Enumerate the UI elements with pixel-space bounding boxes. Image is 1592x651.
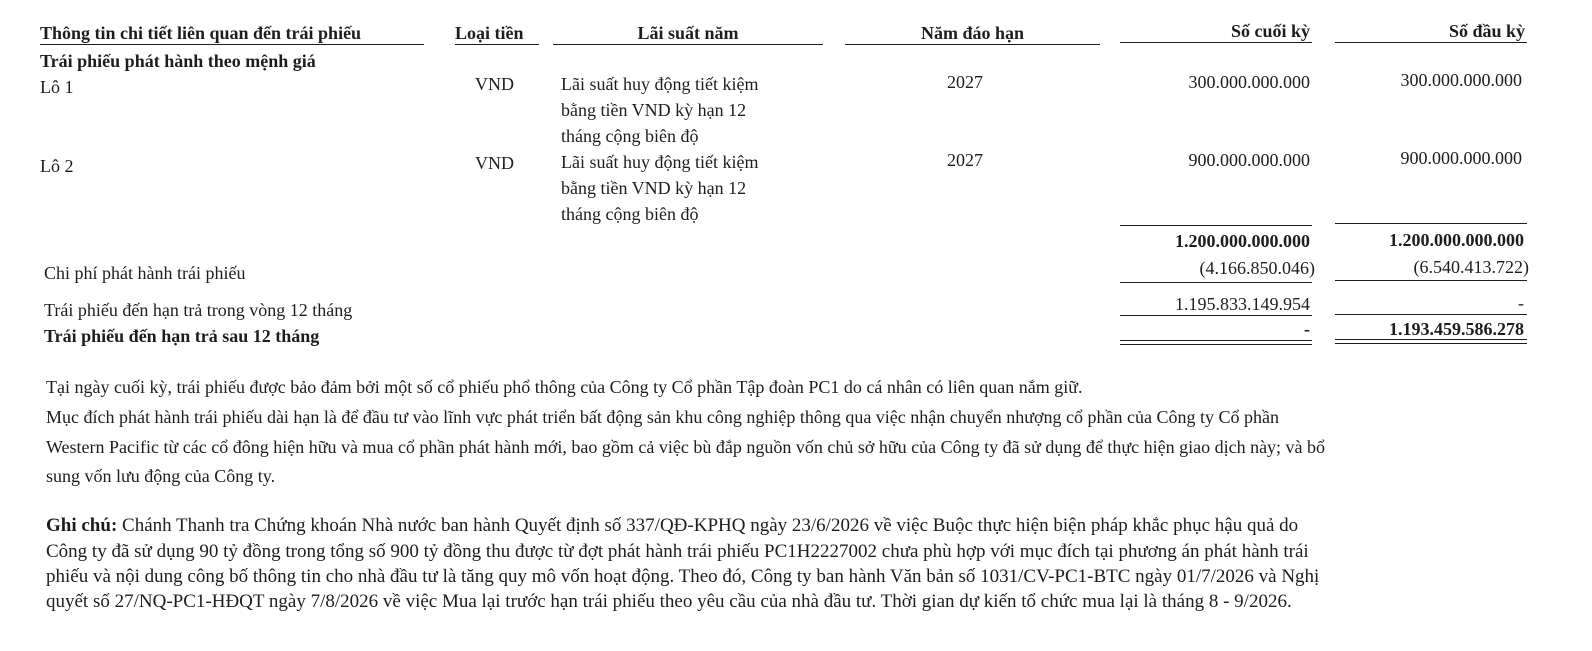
- row-rate-line: tháng cộng biên độ: [561, 204, 699, 224]
- row-currency: VND: [475, 153, 514, 173]
- total-double-rule: [1335, 339, 1527, 344]
- row-maturity: 2027: [947, 72, 983, 92]
- issue-cost-rule: [1335, 280, 1527, 281]
- header-rate: Lãi suất năm: [637, 23, 739, 43]
- due-after-label: Trái phiếu đến hạn trả sau 12 tháng: [44, 326, 320, 346]
- issue-cost-begin: (6.540.413.722): [1413, 257, 1529, 277]
- subtotal-rule: [1120, 225, 1312, 226]
- issue-cost-rule: [1120, 282, 1312, 283]
- row-label: Lô 2: [40, 156, 74, 176]
- note-line: Công ty đã sử dụng 90 tỷ đồng trong tổng số 900 tỷ đồng thu được từ đợt phát hành trái phiếu PC1H2227002 chưa phù hợp với mục đích tại phương án phát hành trái: [46, 541, 1309, 562]
- row-rate-line: bằng tiền VND kỳ hạn 12: [561, 100, 747, 120]
- subtotal-rule: [1335, 223, 1527, 224]
- row-rate-line: Lãi suất huy động tiết kiệm: [561, 74, 759, 94]
- header-maturity: Năm đáo hạn: [920, 23, 1025, 43]
- section-title: Trái phiếu phát hành theo mệnh giá: [40, 51, 316, 71]
- header-underline: [1335, 42, 1527, 43]
- header-underline: [845, 44, 1100, 45]
- note-label: Ghi chú:: [46, 515, 118, 536]
- header-begin: Số đầu kỳ: [1448, 21, 1525, 41]
- due-after-rule: [1335, 314, 1527, 315]
- due-within-begin: -: [1518, 293, 1524, 313]
- total-double-rule: [1120, 340, 1312, 345]
- subtotal-end: 1.200.000.000.000: [1175, 231, 1310, 251]
- paragraph-purpose-line: Mục đích phát hành trái phiếu dài hạn là để đầu tư vào lĩnh vực phát triển bất động sản khu công nghiệp thông qua việc nhận chuyển nhượng cổ phần của Công ty Cổ phần: [46, 407, 1279, 427]
- header-underline: [553, 44, 823, 45]
- paragraph-purpose-line: Western Pacific từ các cổ đông hiện hữu và mua cổ phần phát hành mới, bao gồm cả việc bù đắp nguồn vốn chủ sở hữu của Công ty đã sử dụng để thực hiện giao dịch này; và bổ: [46, 437, 1326, 457]
- due-within-end: 1.195.833.149.954: [1175, 294, 1310, 314]
- header-underline: [1120, 42, 1312, 43]
- paragraph-purpose-line: sung vốn lưu động của Công ty.: [46, 466, 276, 486]
- row-rate-line: bằng tiền VND kỳ hạn 12: [561, 178, 747, 198]
- row-rate-line: Lãi suất huy động tiết kiệm: [561, 152, 759, 172]
- note-text: Chánh Thanh tra Chứng khoán Nhà nước ban hành Quyết định số 337/QĐ-KPHQ ngày 23/6/2026 về việc Buộc thực hiện biện pháp khắc phục hậu quả do: [117, 515, 1299, 536]
- header-underline: [455, 44, 539, 45]
- header-details: Thông tin chi tiết liên quan đến trái phiếu: [40, 23, 362, 43]
- due-within-label: Trái phiếu đến hạn trả trong vòng 12 tháng: [44, 300, 353, 320]
- note-first-line: [46, 515, 1298, 537]
- row-label: Lô 1: [40, 77, 74, 97]
- due-after-end: -: [1304, 319, 1310, 339]
- row-rate-line: tháng cộng biên độ: [561, 126, 699, 146]
- header-currency: Loại tiền: [455, 23, 524, 43]
- row-end: 300.000.000.000: [1188, 72, 1310, 92]
- note-line: quyết số 27/NQ-PC1-HĐQT ngày 7/8/2026 về việc Mua lại trước hạn trái phiếu theo yêu cầu của nhà đầu tư. Thời gian dự kiến tổ chức mua lại là tháng 8 - 9/2026.: [46, 591, 1292, 612]
- note-line: phiếu và nội dung công bố thông tin cho nhà đầu tư là tăng quy mô vốn hoạt động. Theo đó, Công ty ban hành Văn bản số 1031/CV-PC1-BTC ngày 01/7/2026 và Nghị: [46, 566, 1320, 587]
- due-after-rule: [1120, 315, 1312, 316]
- due-after-begin: 1.193.459.586.278: [1389, 319, 1524, 339]
- header-underline: [40, 44, 424, 45]
- issue-cost-end: (4.166.850.046): [1199, 258, 1315, 278]
- row-maturity: 2027: [947, 150, 983, 170]
- row-end: 900.000.000.000: [1188, 150, 1310, 170]
- row-begin: 300.000.000.000: [1400, 70, 1522, 90]
- paragraph-collateral: Tại ngày cuối kỳ, trái phiếu được bảo đảm bởi một số cổ phiếu phổ thông của Công ty Cổ phần Tập đoàn PC1 do cá nhân có liên quan nắm giữ.: [46, 377, 1083, 397]
- row-begin: 900.000.000.000: [1400, 148, 1522, 168]
- row-currency: VND: [475, 74, 514, 94]
- header-end: Số cuối kỳ: [1230, 21, 1310, 41]
- issue-cost-label: Chi phí phát hành trái phiếu: [44, 263, 246, 283]
- subtotal-begin: 1.200.000.000.000: [1389, 230, 1524, 250]
